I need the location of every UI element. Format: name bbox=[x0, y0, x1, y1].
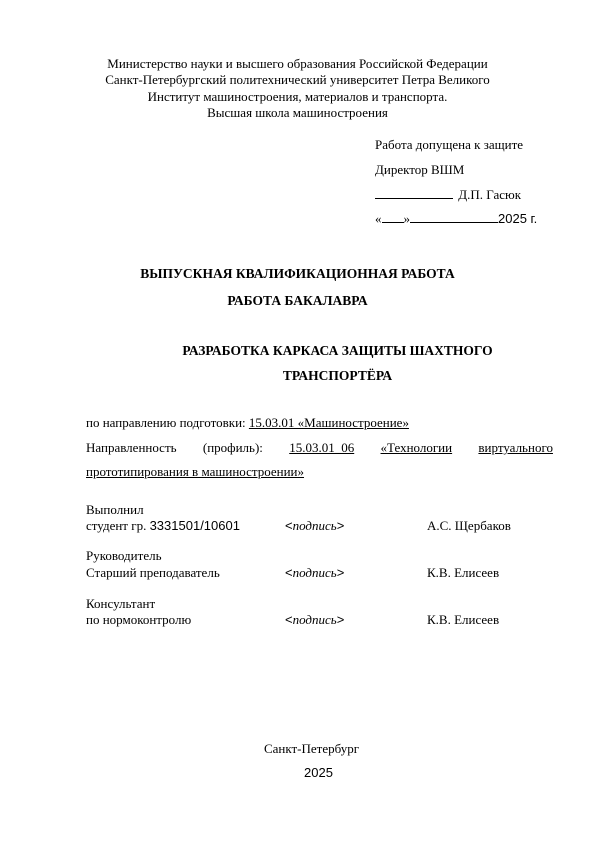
approval-line: Работа допущена к защите bbox=[375, 137, 524, 152]
bracket-close: > bbox=[336, 518, 345, 533]
signature-placeholder bbox=[285, 518, 344, 534]
direction-value: 15.03.01 «Машиностроение» bbox=[248, 415, 409, 430]
signature-placeholder bbox=[285, 565, 344, 581]
date-close-quote: » bbox=[403, 211, 410, 226]
signature-role-detail: Старший преподаватель bbox=[86, 565, 220, 580]
signer-name: К.В. Елисеев bbox=[427, 565, 500, 580]
profile-value-code: 15.03.01_06 bbox=[289, 440, 355, 455]
work-type-subtitle: РАБОТА БАКАЛАВРА bbox=[227, 293, 368, 308]
signature-blank-line bbox=[375, 198, 453, 199]
direction-label: по направлению подготовки: bbox=[86, 415, 246, 430]
institute-line: Институт машиностроения, материалов и транспорта. bbox=[147, 89, 448, 104]
school-line: Высшая школа машиностроения bbox=[207, 105, 388, 120]
date-year: 2025 г. bbox=[498, 211, 538, 226]
bracket-open: < bbox=[285, 612, 293, 627]
bracket-close: > bbox=[336, 565, 345, 580]
signer-name: К.В. Елисеев bbox=[427, 612, 500, 627]
month-blank-line bbox=[410, 222, 498, 223]
profile-label-word2: (профиль): bbox=[202, 440, 263, 455]
signature-placeholder bbox=[285, 612, 344, 628]
signature-word: подпись bbox=[292, 612, 337, 627]
director-signature-row bbox=[375, 187, 521, 203]
ministry-line: Министерство науки и высшего образования Российской Федерации bbox=[107, 56, 488, 71]
bracket-open: < bbox=[285, 518, 293, 533]
director-title: Директор ВШМ bbox=[375, 162, 465, 177]
signature-role: Консультант bbox=[86, 596, 156, 611]
signature-role: Выполнил bbox=[86, 502, 144, 517]
bracket-open: < bbox=[285, 565, 293, 580]
profile-label-word1: Направленность bbox=[86, 440, 177, 455]
direction-row bbox=[86, 415, 409, 431]
approval-date-row bbox=[375, 211, 537, 227]
signature-role-detail: по нормоконтролю bbox=[86, 612, 192, 627]
day-blank-line bbox=[382, 222, 404, 223]
topic-title-line1: РАЗРАБОТКА КАРКАСА ЗАЩИТЫ ШАХТНОГО bbox=[182, 343, 493, 358]
profile-value-line2: прототипирования в машиностроении» bbox=[86, 464, 305, 479]
signature-role: Руководитель bbox=[86, 548, 162, 563]
student-group-label: студент гр. bbox=[86, 518, 150, 533]
signature-word: подпись bbox=[292, 518, 337, 533]
profile-value-part2: «Технологии bbox=[380, 440, 453, 455]
profile-row bbox=[86, 440, 553, 456]
date-open-quote: « bbox=[375, 211, 382, 226]
signature-word: подпись bbox=[292, 565, 337, 580]
topic-title-line2: ТРАНСПОРТЁРА bbox=[282, 368, 393, 383]
footer-city: Санкт-Петербург bbox=[263, 741, 360, 756]
signature-role-detail bbox=[86, 518, 240, 534]
student-group-number: 3331501/10601 bbox=[149, 518, 240, 533]
signer-name: А.С. Щербаков bbox=[427, 518, 511, 533]
footer-year: 2025 bbox=[304, 765, 333, 780]
university-line: Санкт-Петербургский политехнический университет Петра Великого bbox=[105, 72, 490, 87]
profile-value-part3: виртуального bbox=[478, 440, 553, 455]
bracket-close: > bbox=[336, 612, 345, 627]
work-type-title: ВЫПУСКНАЯ КВАЛИФИКАЦИОННАЯ РАБОТА bbox=[140, 266, 455, 281]
director-name: Д.П. Гасюк bbox=[458, 187, 522, 202]
